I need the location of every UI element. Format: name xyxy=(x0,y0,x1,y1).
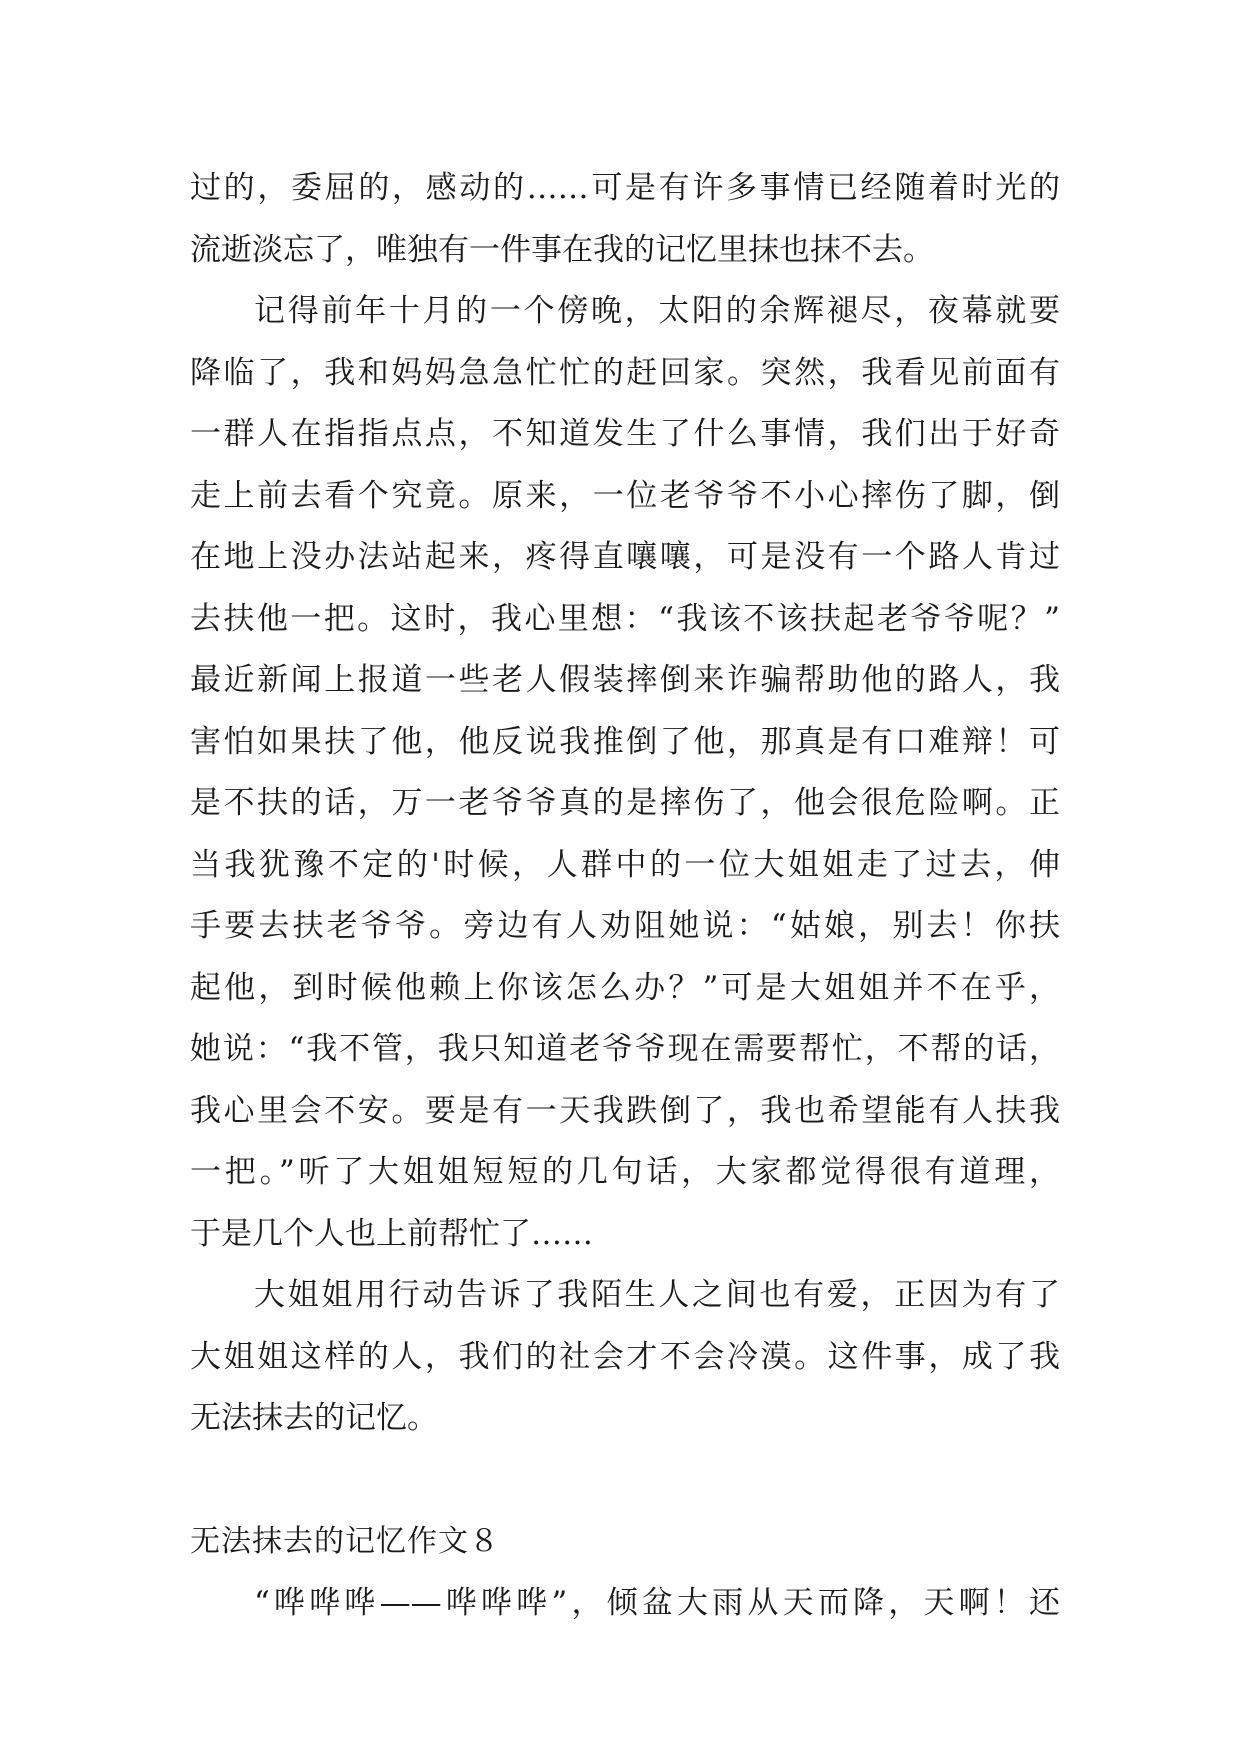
text-line: 降临了，我和妈妈急急忙忙的赶回家。突然，我看见前面有 xyxy=(190,354,1060,391)
text-line: 去扶他一把。这时，我心里想：“我该不该扶起老爷爷呢？” xyxy=(190,600,1060,637)
text-line: 流逝淡忘了，唯独有一件事在我的记忆里抹也抹不去。 xyxy=(190,231,934,268)
text-line: 大姐姐这样的人，我们的社会才不会冷漠。这件事，成了我 xyxy=(190,1338,1060,1375)
text-line: 害怕如果扶了他，他反说我推倒了他，那真是有口难辩！可 xyxy=(190,723,1060,760)
text-line: 最近新闻上报道一些老人假装摔倒来诈骗帮助他的路人，我 xyxy=(190,662,1060,698)
text-line: 她说：“我不管，我只知道老爷爷现在需要帮忙，不帮的话， xyxy=(190,1031,1060,1067)
text-line: 记得前年十月的一个傍晚，太阳的余辉褪尽，夜幕就要 xyxy=(254,293,1060,329)
text-line: 一把。”听了大姐姐短短的几句话，大家都觉得很有道理， xyxy=(190,1154,1060,1190)
essay-body xyxy=(190,158,1060,1634)
section-heading: 无法抹去的记忆作文８ xyxy=(190,1524,500,1559)
text-line: 一群人在指指点点，不知道发生了什么事情，我们出于好奇 xyxy=(190,416,1060,452)
text-line: 手要去扶老爷爷。旁边有人劝阻她说：“姑娘，别去！你扶 xyxy=(190,908,1060,944)
text-line: 过的，委屈的，感动的……可是有许多事情已经随着时光的 xyxy=(190,170,1060,206)
text-line: “哗哗哗——哗哗哗”，倾盆大雨从天而降，天啊！还 xyxy=(254,1584,1060,1621)
text-line: 走上前去看个究竟。原来，一位老爷爷不小心摔伤了脚，倒 xyxy=(190,477,1060,514)
text-line: 于是几个人也上前帮忙了…… xyxy=(190,1215,593,1252)
text-line: 当我犹豫不定的'时候，人群中的一位大姐姐走了过去，伸 xyxy=(190,846,1060,883)
text-line: 是不扶的话，万一老爷爷真的是摔伤了，他会很危险啊。正 xyxy=(190,785,1060,821)
text-line: 无法抹去的记忆。 xyxy=(190,1400,438,1436)
text-line: 起他，到时候他赖上你该怎么办？”可是大姐姐并不在乎， xyxy=(190,969,1060,1006)
paragraph-gap xyxy=(190,1450,1060,1512)
text-line: 在地上没办法站起来，疼得直嚷嚷，可是没有一个路人肯过 xyxy=(190,539,1060,575)
text-line: 大姐姐用行动告诉了我陌生人之间也有爱，正因为有了 xyxy=(254,1277,1060,1313)
text-line: 我心里会不安。要是有一天我跌倒了，我也希望能有人扶我 xyxy=(190,1092,1060,1129)
